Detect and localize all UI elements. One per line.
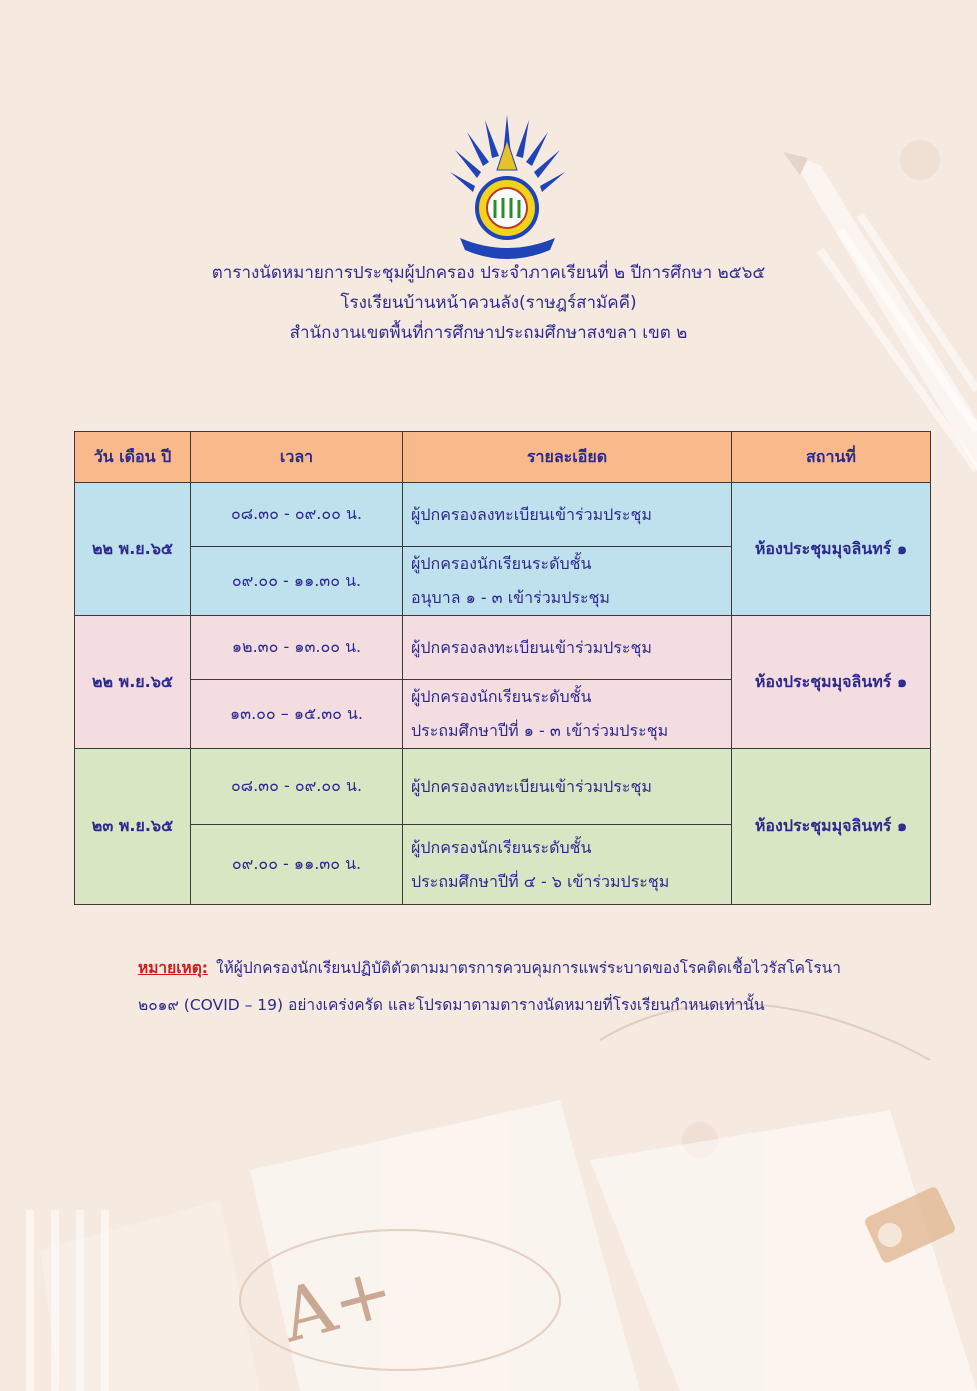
- header-office-name: สำนักงานเขตพื้นที่การศึกษาประถมศึกษาสงขลา เขต ๒: [289, 323, 688, 343]
- schedule-group-2: [75, 616, 931, 749]
- detail-cell: ผู้ปกครองลงทะเบียนเข้าร่วมประชุม: [403, 749, 732, 825]
- place-cell: ห้องประชุมมุจลินทร์ ๑: [732, 749, 931, 905]
- detail-cell: ผู้ปกครองลงทะเบียนเข้าร่วมประชุม: [403, 483, 732, 547]
- paper-sheets-decoration: [40, 1100, 977, 1391]
- time-cell: ๐๙.๐๐ - ๑๑.๓๐ น.: [191, 825, 403, 905]
- detail-cell: ผู้ปกครองนักเรียนระดับชั้น ประถมศึกษาปีที่ ๔ - ๖ เข้าร่วมประชุม: [403, 825, 732, 905]
- header-school-name: โรงเรียนบ้านหน้าควนลัง(ราษฎร์สามัคคี): [340, 293, 637, 313]
- note-paragraph: [138, 950, 878, 1024]
- date-cell: ๒๓ พ.ย.๖๕: [75, 749, 191, 905]
- header-title: ตารางนัดหมายการประชุมผู้ปกครอง ประจำภาคเรียนที่ ๒ ปีการศึกษา ๒๕๖๕: [211, 263, 766, 283]
- grade-text: A+: [272, 1248, 403, 1359]
- time-cell: ๐๘.๓๐ - ๐๙.๐๐ น.: [191, 749, 403, 825]
- school-logo: [445, 110, 570, 260]
- schedule-table: [74, 431, 931, 905]
- place-cell: ห้องประชุมมุจลินทร์ ๑: [732, 483, 931, 616]
- detail-cell: ผู้ปกครองนักเรียนระดับชั้น อนุบาล ๑ - ๓ เข้าร่วมประชุม: [403, 547, 732, 616]
- date-cell: ๒๒ พ.ย.๖๕: [75, 616, 191, 749]
- date-cell: ๒๒ พ.ย.๖๕: [75, 483, 191, 616]
- time-cell: ๑๒.๓๐ - ๑๓.๐๐ น.: [191, 616, 403, 680]
- column-header-detail: รายละเอียด: [403, 432, 732, 483]
- detail-cell: ผู้ปกครองนักเรียนระดับชั้น ประถมศึกษาปีที่ ๑ - ๓ เข้าร่วมประชุม: [403, 680, 732, 749]
- table-header-row: [75, 432, 931, 483]
- column-header-time: เวลา: [191, 432, 403, 483]
- place-cell: ห้องประชุมมุจลินทร์ ๑: [732, 616, 931, 749]
- table-row: [75, 616, 931, 680]
- schedule-group-3: [75, 749, 931, 905]
- table-row: [75, 483, 931, 547]
- time-cell: ๑๓.๐๐ – ๑๕.๓๐ น.: [191, 680, 403, 749]
- column-header-date: วัน เดือน ปี: [75, 432, 191, 483]
- column-header-place: สถานที่: [732, 432, 931, 483]
- table-row: [75, 749, 931, 825]
- time-cell: ๐๘.๓๐ - ๐๙.๐๐ น.: [191, 483, 403, 547]
- schedule-group-1: [75, 483, 931, 616]
- note-label: หมายเหตุ:: [138, 959, 208, 977]
- detail-cell: ผู้ปกครองลงทะเบียนเข้าร่วมประชุม: [403, 616, 732, 680]
- document-header: [0, 258, 977, 348]
- note-text: ให้ผู้ปกครองนักเรียนปฏิบัติตัวตามมาตรการควบคุมการแพร่ระบาดของโรคติดเชื้อไวรัสโคโรนา ๒๐๑๙ (COVID – 19) อย่างเคร่งครัด และโปรดมาตามตารางนัดหมายที่โรงเรียนกำหนดเท่านั้น: [138, 959, 841, 1014]
- time-cell: ๐๙.๐๐ - ๑๑.๓๐ น.: [191, 547, 403, 616]
